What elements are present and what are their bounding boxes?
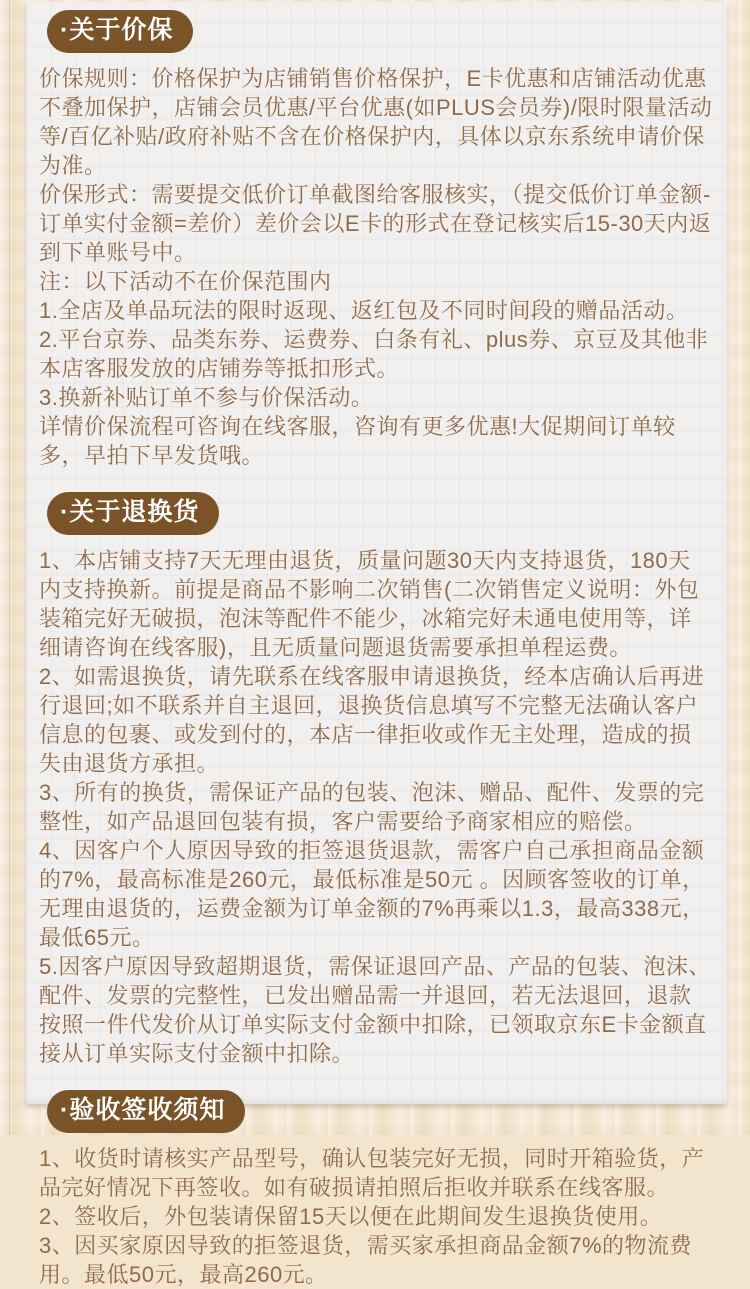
section-price-protection <box>39 8 713 470</box>
returns-policy-item-5: 5.因客户原因导致超期退货，需保证退回产品、产品的包装、泡沫、配件、发票的完整性，已发出赠品需一并退回，若无法退回，退款按照一件代发价从订单实际支付金额中扣除，已领取京东E卡金额直接从订单实际支付金额中扣除。 <box>39 954 711 1066</box>
price-protection-form-paragraph: 价保形式：需要提交低价订单截图给客服核实，（提交低价订单金额-订单实付金额=差价）差价会以E卡的形式在登记核实后15-30天内返到下单账号中。 <box>39 182 712 265</box>
inspection-signing-badge-label: ·验收签收须知 <box>60 1096 226 1124</box>
section-returns-exchanges <box>39 470 713 1068</box>
returns-policy-item-2: 2、如需退换货，请先联系在线客服申请退换货，经本店确认后再进行退回;如不联系并自主退回，退换货信息填写不完整无法确认客户信息的包裹、或发到付的，本店一律拒收或作无主处理，造成的损失由退货方承担。 <box>39 664 705 776</box>
price-protection-excluded-item-2: 2.平台京券、品类东券、运费券、白条有礼、plus券、京豆及其他非本店客服发放的店铺券等抵扣形式。 <box>39 327 709 381</box>
returns-policy-item-3: 3、所有的换货，需保证产品的包装、泡沫、赠品、配件、发票的完整性，如产品退回包装有损，客户需要给予商家相应的赔偿。 <box>39 780 705 834</box>
price-protection-badge <box>47 10 193 53</box>
inspection-notice-item-1: 1、收货时请核实产品型号，确认包装完好无损，同时开箱验货，产品完好情况下再签收。如有破损请拍照后拒收并联系在线客服。 <box>39 1146 705 1200</box>
policy-panel <box>26 2 727 1287</box>
price-protection-footer-paragraph: 详情价保流程可咨询在线客服，咨询有更多优惠!大促期间订单较多，早拍下早发货哦。 <box>39 414 676 468</box>
price-protection-note-heading: 注：以下活动不在价保范围内 <box>39 269 332 294</box>
returns-exchanges-badge-label: ·关于退换货 <box>60 498 200 526</box>
returns-policy-item-4: 4、因客户个人原因导致的拒签退货退款，需客户自己承担商品金额的7%，最高标准是260元，最低标准是50元 。因顾客签收的订单，无理由退货的，运费金额为订单金额的7%再乘以1.3，最高338元，最低65元。 <box>39 838 705 950</box>
price-protection-excluded-item-3: 3.换新补贴订单不参与价保活动。 <box>39 385 374 410</box>
inspection-notice-item-3: 3、因买家原因导致的拒签退货，需买家承担商品金额7%的物流费用。最低50元，最高260元。 <box>39 1233 693 1287</box>
section-inspection-signing <box>39 1068 713 1289</box>
returns-policy-item-1: 1、本店铺支持7天无理由退货，质量问题30天内支持退货，180天内支持换新。前提是商品不影响二次销售(二次销售定义说明：外包装箱完好无破损，泡沫等配件不能少，冰箱完好未通电使用等，详细请咨询在线客服)，且无质量问题退货需要承担单程运费。 <box>39 548 700 660</box>
price-protection-rules-paragraph: 价保规则：价格保护为店铺销售价格保护，E卡优惠和店铺活动优惠不叠加保护，店铺会员优惠/平台优惠(如PLUS会员券)/限时限量活动等/百亿补贴/政府补贴不含在价格保护内，具体以京东系统申请价保为准。 <box>39 66 713 178</box>
price-protection-excluded-item-1: 1.全店及单品玩法的限时返现、返红包及不同时间段的赠品活动。 <box>39 298 689 323</box>
price-protection-badge-label: ·关于价保 <box>60 16 174 44</box>
returns-exchanges-badge <box>47 492 219 535</box>
inspection-signing-badge <box>47 1090 245 1133</box>
inspection-notice-item-2: 2、签收后，外包装请保留15天以便在此期间发生退换货使用。 <box>39 1204 663 1229</box>
